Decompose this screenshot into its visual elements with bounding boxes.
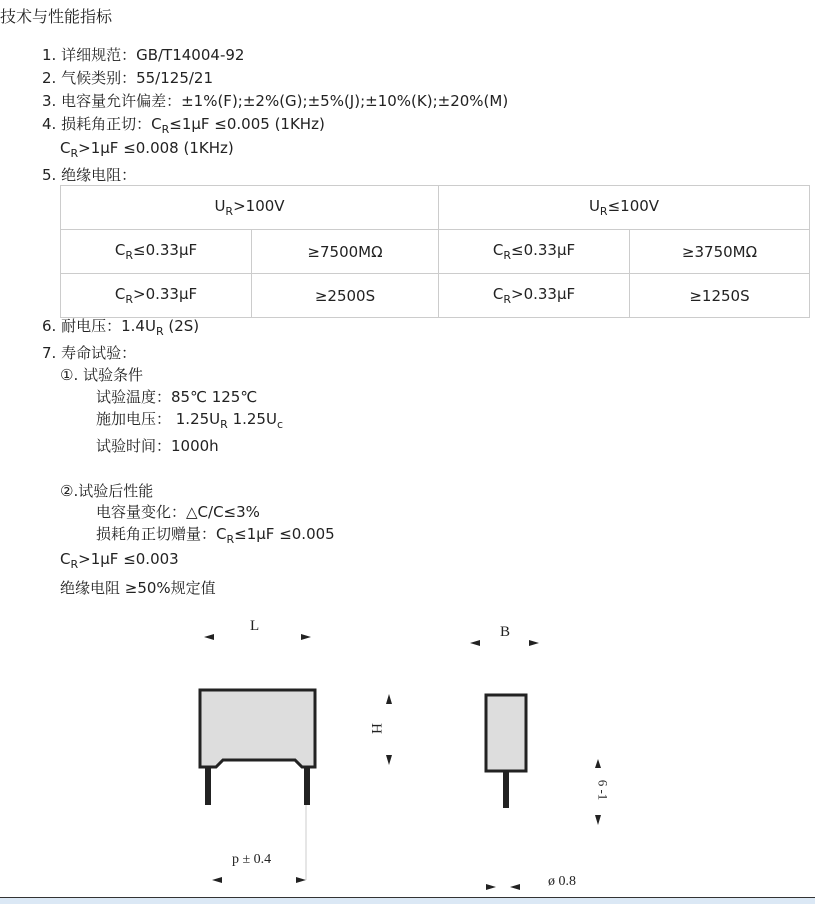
page-title: 技术与性能指标 xyxy=(0,7,113,26)
table-cell: ≥2500S xyxy=(252,274,439,318)
table-cell: ≥7500MΩ xyxy=(252,230,439,274)
list-item: 4. 损耗角正切：$C_R\le 1\mu F \le 0.005$ (1KHz) xyxy=(42,115,325,136)
table-row xyxy=(61,274,810,318)
lead-diameter-label: ø 0.8 xyxy=(548,874,576,889)
height-label: H xyxy=(367,723,384,734)
table-cell: $C_R>0.33\mu F$ xyxy=(61,274,252,318)
lead-length-label: 6 -1 xyxy=(595,779,611,801)
pitch-label: p ± 0.4 xyxy=(232,852,272,867)
test-temperature: 试验温度：85℃ 125℃ xyxy=(96,388,258,406)
table-cell: $C_R>0.33\mu F$ xyxy=(439,274,630,318)
insulation-resistance: 绝缘电阻 ≥50%规定值 xyxy=(60,579,216,597)
list-item: 7. 寿命试验： xyxy=(42,344,137,362)
table-cell: ≥1250S xyxy=(630,274,810,318)
table-cell: $C_R\le 0.33\mu F$ xyxy=(61,230,252,274)
subsection-title: ①. 试验条件 xyxy=(60,366,143,384)
subsection-title: ②.试验后性能 xyxy=(60,482,154,500)
insulation-table xyxy=(60,185,810,318)
list-item: 6. 耐电压：$1.4U_R$ (2S) xyxy=(42,317,200,338)
table-cell: ≥3750MΩ xyxy=(630,230,810,274)
test-time: 试验时间：1000h xyxy=(96,437,219,455)
tan-delta-increase: 损耗角正切赠量：$C_R\le 1\mu F \le 0.005$ xyxy=(96,525,335,546)
list-item: 3. 电容量允许偏差：±1%(F);±2%(G);±5%(J);±10%(K);±20%(M) xyxy=(42,92,509,110)
table-cell: $C_R\le 0.33\mu F$ xyxy=(439,230,630,274)
test-voltage: 施加电压： $1.25U_R$ $1.25U_c$ xyxy=(96,410,284,431)
list-item: 2. 气候类别：55/125/21 xyxy=(42,69,214,87)
table-header: $U_R\le 100V$ xyxy=(439,186,810,230)
table-header: $U_R>100V$ xyxy=(61,186,439,230)
tan-delta-large: $C_R>1\mu F \le 0.003$ xyxy=(60,550,179,571)
list-item: 5. 绝缘电阻： xyxy=(42,166,137,184)
list-item-continuation: $C_R>1\mu F \le 0.008$ (1KHz) xyxy=(60,139,234,160)
capacitance-change: 电容量变化：△C/C≤3% xyxy=(96,503,260,521)
table-row xyxy=(61,230,810,274)
length-label: L xyxy=(250,618,260,634)
width-label: B xyxy=(500,624,511,640)
list-item: 1. 详细规范：GB/T14004-92 xyxy=(42,46,245,64)
